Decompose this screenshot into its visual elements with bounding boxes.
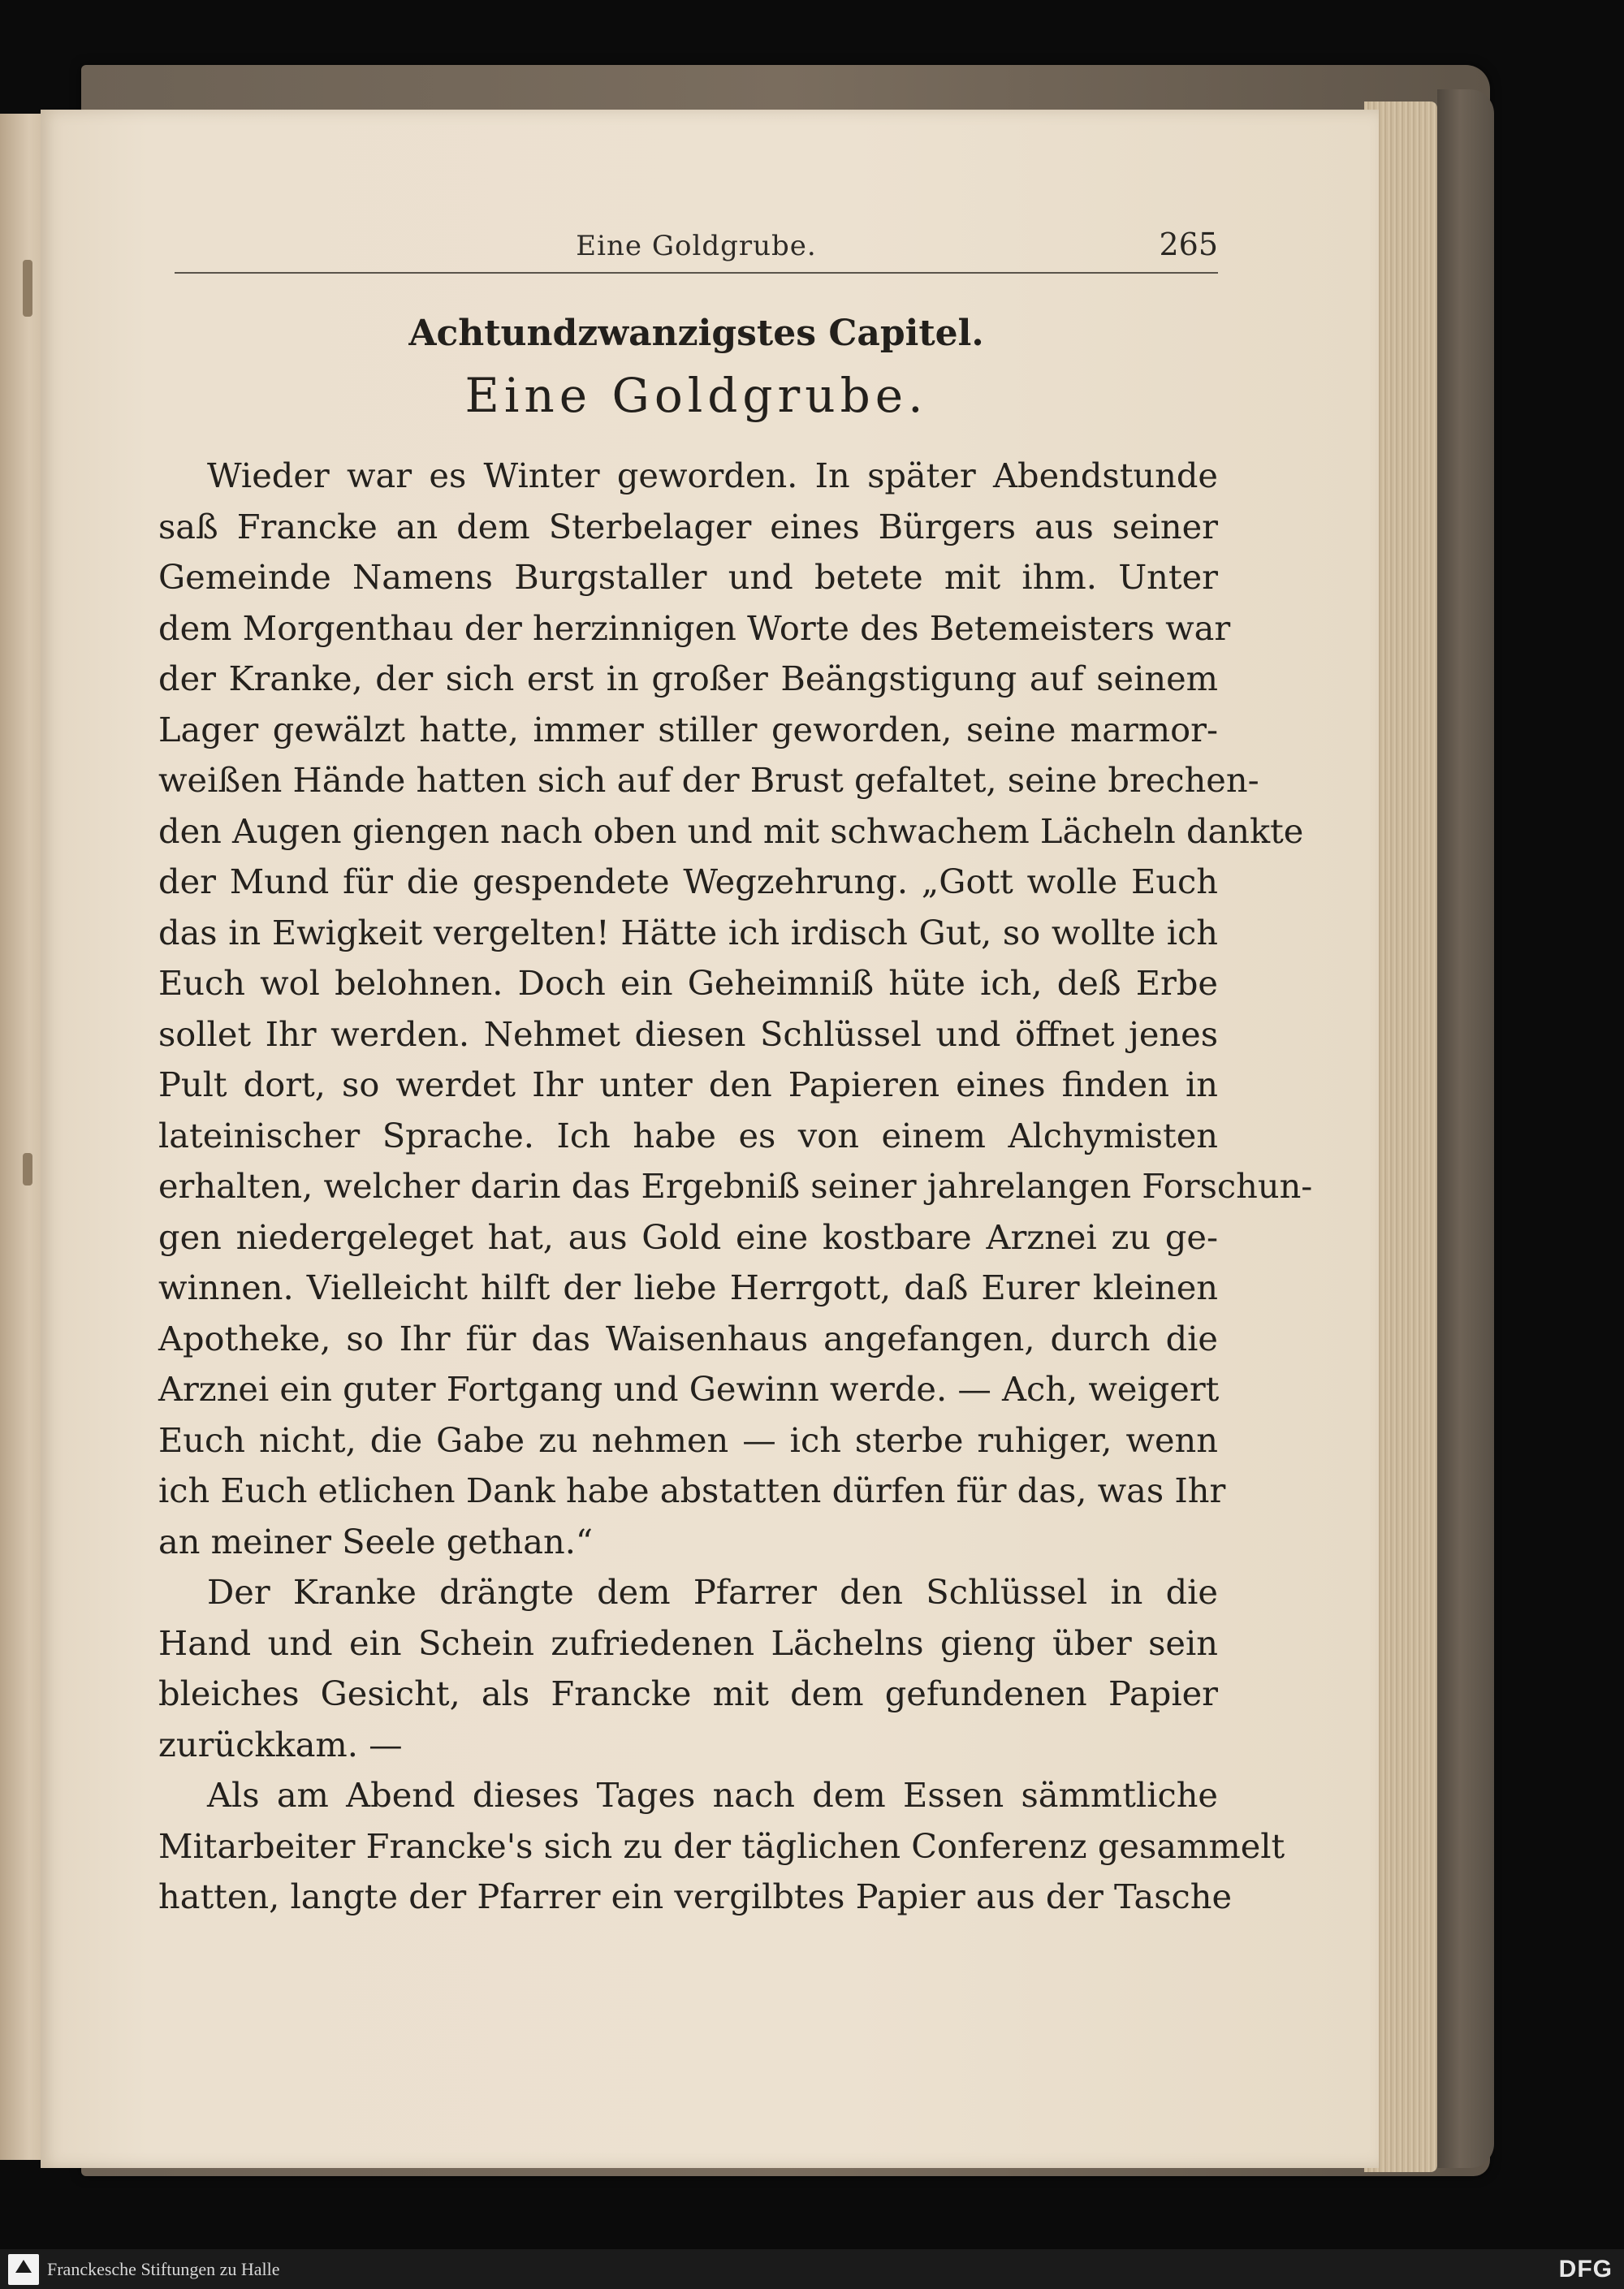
binding-stitch (23, 1153, 32, 1186)
dfg-logo: DFG (1558, 2256, 1613, 2283)
text-line: erhalten, welcher darin das Ergebniß seiner jahrelangen Forschun- (158, 1166, 1313, 1206)
body-text (158, 451, 1313, 1923)
text-line: Euch wol belohnen. Doch ein Geheimniß hüte ich, deß Erbe (158, 963, 1218, 1003)
text-line: Lager gewälzt hatte, immer stiller geworden, seine marmor- (158, 709, 1218, 749)
text-line: Pult dort, so werdet Ihr unter den Papieren eines finden in (158, 1065, 1218, 1104)
institution-logo-icon (8, 2254, 39, 2285)
text-line: sollet Ihr werden. Nehmet diesen Schlüssel und öffnet jenes (158, 1013, 1218, 1054)
text-line: Mitarbeiter Francke's sich zu der täglichen Conferenz gesammelt (158, 1825, 1285, 1866)
text-line: an meiner Seele gethan.“ (158, 1521, 594, 1561)
paragraph (158, 1770, 1285, 1923)
text-line: der Mund für die gespendete Wegzehrung. „Gott wolle Euch (158, 862, 1218, 901)
text-line: Wieder war es Winter geworden. In später Abendstunde (207, 456, 1218, 495)
running-head (175, 223, 1218, 274)
text-line: dem Morgenthau der herzinnigen Worte des Betemeisters war (158, 607, 1231, 648)
text-line: hatten, langte der Pfarrer ein vergilbtes Papier aus der Tasche (158, 1877, 1233, 1916)
text-line: den Augen giengen nach oben und mit schwachem Lächeln dankte (158, 810, 1304, 851)
text-line: Der Kranke drängte dem Pfarrer den Schlüssel in die (207, 1572, 1218, 1612)
text-line: das in Ewigkeit vergelten! Hätte ich irdisch Gut, so wollte ich (158, 912, 1218, 952)
book-cover-edge (1437, 89, 1494, 2168)
text-line: bleiches Gesicht, als Francke mit dem gefundenen Papier (158, 1674, 1218, 1713)
chapter-label: Achtundzwanzigstes Capitel. (408, 313, 984, 354)
footer-bar (0, 2249, 1624, 2289)
binding-stitch (23, 260, 32, 317)
text-line: Arznei ein guter Fortgang und Gewinn werde. — Ach, weigert (158, 1369, 1220, 1409)
text-line: Gemeinde Namens Burgstaller und betete mit ihm. Unter (158, 557, 1218, 597)
chapter-title: Eine Goldgrube. (464, 368, 928, 423)
text-line: weißen Hände hatten sich auf der Brust gefaltet, seine brechen- (158, 760, 1259, 800)
text-line: lateinischer Sprache. Ich habe es von einem Alchymisten (158, 1115, 1218, 1155)
text-line: saß Francke an dem Sterbelager eines Bürgers aus seiner (158, 506, 1218, 546)
paragraph (158, 1567, 1218, 1770)
text-line: gen niedergeleget hat, aus Gold eine kostbare Arznei zu ge- (158, 1216, 1218, 1257)
book-page (41, 110, 1379, 2168)
institution-name: Franckesche Stiftungen zu Halle (47, 2259, 280, 2279)
page-number: 265 (1159, 227, 1218, 262)
text-line: Hand und ein Schein zufriedenen Lächelns gieng über sein (158, 1622, 1218, 1663)
text-line: Als am Abend dieses Tages nach dem Essen sämmtliche (207, 1775, 1218, 1815)
text-line: der Kranke, der sich erst in großer Beängstigung auf seinem (158, 659, 1218, 698)
text-line: Euch nicht, die Gabe zu nehmen — ich sterbe ruhiger, wenn (158, 1419, 1218, 1460)
text-line: zurückkam. — (158, 1724, 403, 1764)
paragraph (158, 451, 1313, 1567)
running-head-title: Eine Goldgrube. (576, 230, 817, 262)
text-line: Apotheke, so Ihr für das Waisenhaus angefangen, durch die (158, 1318, 1218, 1358)
text-line: ich Euch etlichen Dank habe abstatten dürfen für das, was Ihr (158, 1471, 1226, 1510)
text-line: winnen. Vielleicht hilft der liebe Herrgott, daß Eurer kleinen (158, 1268, 1218, 1307)
